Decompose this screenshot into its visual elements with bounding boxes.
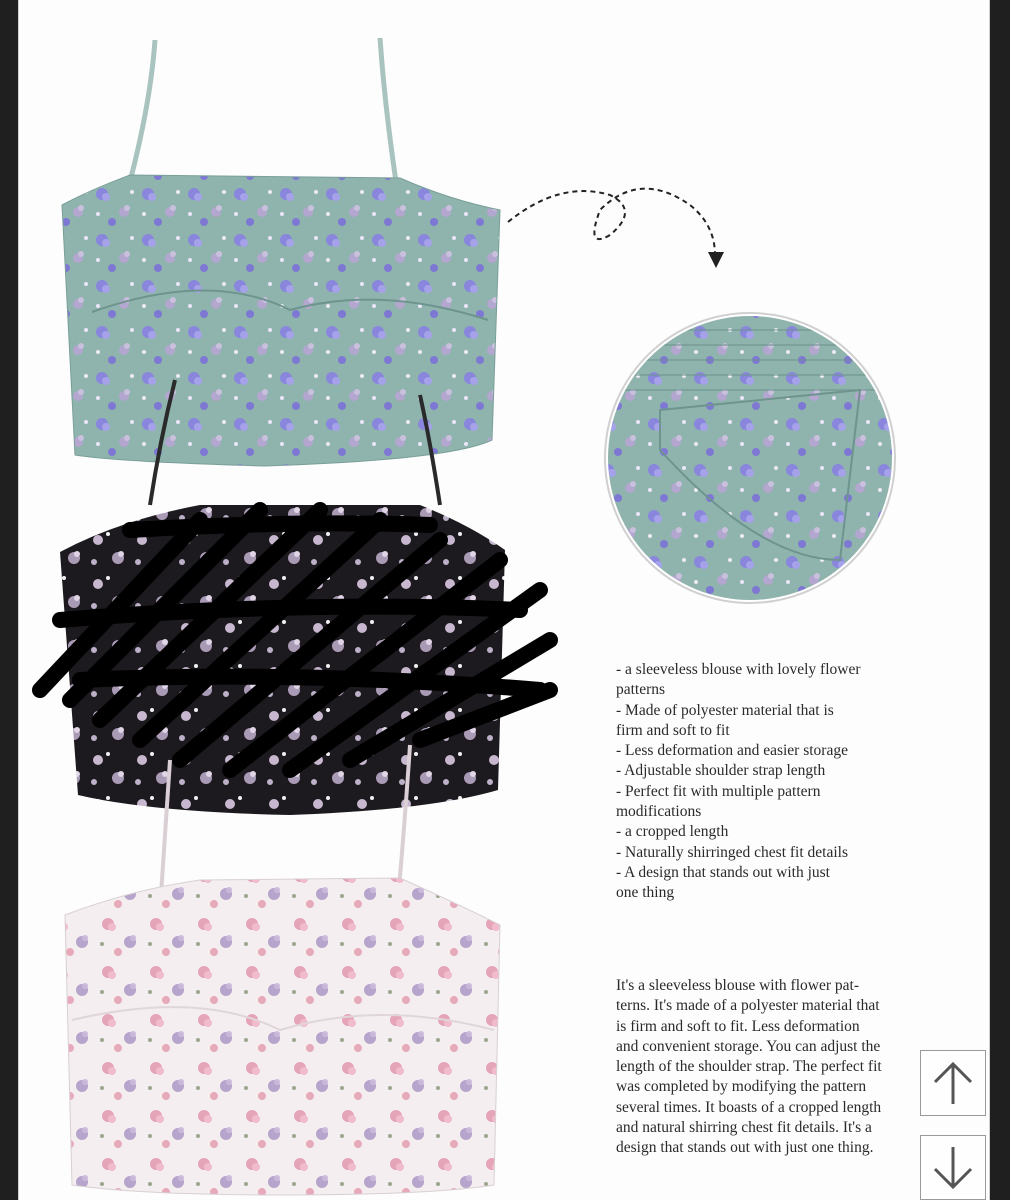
feature-line: - a sleeveless blouse with lovely flower bbox=[616, 661, 861, 678]
description-line: terns. It's made of a polyester material that bbox=[616, 997, 880, 1015]
feature-line: - Adjustable shoulder strap length bbox=[616, 762, 826, 780]
description-line: length of the shoulder strap. The perfect fit bbox=[616, 1058, 882, 1076]
description-line: was completed by modifying the pattern bbox=[616, 1078, 867, 1096]
feature-line: - Made of polyester material that is bbox=[616, 701, 834, 719]
feature-line: patterns bbox=[616, 681, 666, 699]
feature-list bbox=[616, 660, 916, 904]
arrow-up-icon bbox=[930, 1058, 976, 1108]
description-line: It's a sleeveless blouse with flower pat- bbox=[616, 977, 859, 994]
product-description bbox=[616, 976, 946, 1159]
scroll-down-button[interactable] bbox=[920, 1135, 986, 1200]
feature-line: - a cropped length bbox=[616, 823, 729, 841]
feature-line: firm and soft to fit bbox=[616, 721, 730, 739]
description-line: is firm and soft to fit. Less deformation bbox=[616, 1017, 860, 1035]
description-line: and natural shirring chest fit details. It's a bbox=[616, 1119, 872, 1137]
feature-line: - Naturally shirringed chest fit details bbox=[616, 843, 849, 861]
feature-line: modifications bbox=[616, 803, 702, 821]
feature-line: one thing bbox=[616, 884, 675, 902]
feature-line: - Less deformation and easier storage bbox=[616, 742, 848, 760]
arrow-down-icon bbox=[930, 1143, 976, 1193]
feature-line: - Perfect fit with multiple pattern bbox=[616, 782, 821, 800]
description-line: several times. It boasts of a cropped length bbox=[616, 1098, 882, 1116]
description-line: design that stands out with just one thing. bbox=[616, 1139, 874, 1157]
description-line: and convenient storage. You can adjust the bbox=[616, 1037, 881, 1055]
feature-line: - A design that stands out with just bbox=[616, 863, 830, 881]
scroll-up-button[interactable] bbox=[920, 1050, 986, 1116]
